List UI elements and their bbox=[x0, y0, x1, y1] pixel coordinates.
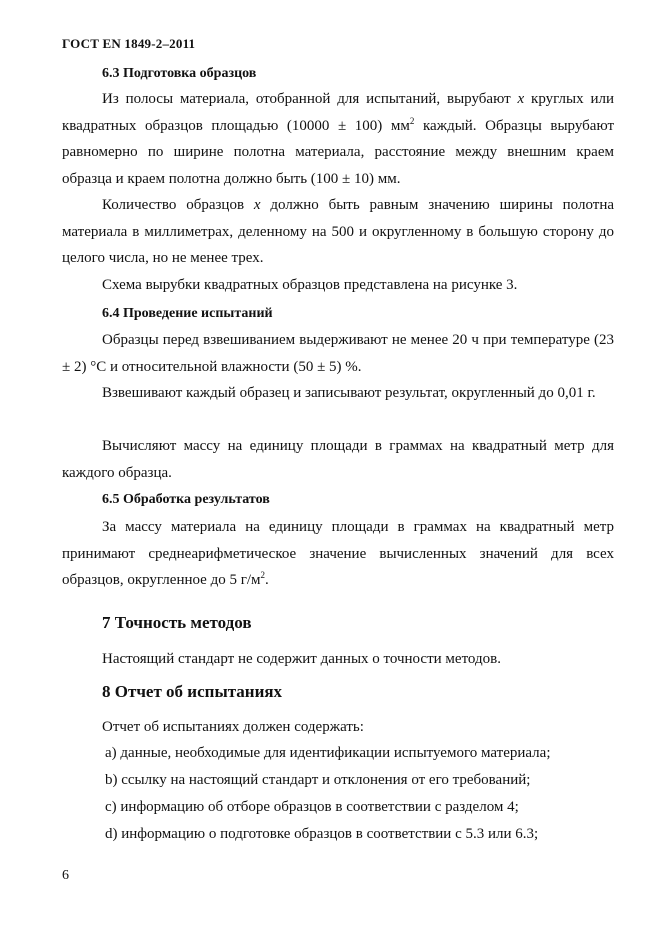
section-7-paragraph-1: Настоящий стандарт не содержит данных о точности методов. bbox=[102, 651, 501, 667]
document-code-header: ГОСТ EN 1849-2–2011 bbox=[62, 36, 196, 51]
list-item: a) данные, необходимые для идентификации испытуемого материала; bbox=[105, 745, 551, 761]
section-6-5-paragraph-1: За массу материала на единицу площади в граммах на квадратный метр принимают среднеарифметическое значение вычисленных значений для всех образцов, округленное до 5 $г/м^2$. bbox=[62, 519, 614, 588]
section-6-3-title: 6.3 Подготовка образцов bbox=[102, 66, 257, 81]
section-8-intro: Отчет об испытаниях должен содержать: bbox=[102, 719, 364, 735]
list-item: b) ссылку на настоящий стандарт и отклонения от его требований; bbox=[105, 772, 531, 788]
section-6-4-paragraph-1: Образцы перед взвешиванием выдерживают не менее 20 ч при температуре (23 ± 2) °С и относительной влажности (50 ± 5) %. bbox=[62, 332, 614, 375]
section-6-4-paragraph-3: Вычисляют массу на единицу площади в граммах на квадратный метр для каждого образца. bbox=[62, 438, 614, 481]
section-6-4-title: 6.4 Проведение испытаний bbox=[102, 306, 273, 321]
section-6-3-paragraph-1: Из полосы материала, отобранной для испытаний, вырубают x круглых или квадратных образцов площадью (10000 ± 100) $мм^2$ каждый. Образцы вырубают равномерно по ширине полотна материала, расстояние между внешним краем образца и краем полотна должно быть (100 ± 10) мм. bbox=[62, 91, 615, 187]
list-item: c) информацию об отборе образцов в соответствии с разделом 4; bbox=[105, 799, 519, 815]
section-6-3-paragraph-2: Количество образцов x должно быть равным значению ширины полотна материала в миллиметрах, деленному на 500 и округленному в большую сторону до целого числа, но не менее трех. bbox=[62, 197, 615, 266]
section-8-title: 8 Отчет об испытаниях bbox=[102, 682, 283, 701]
section-6-4-paragraph-2: Взвешивают каждый образец и записывают результат, округленный до 0,01 г. bbox=[102, 385, 596, 401]
page-number: 6 bbox=[62, 868, 69, 883]
list-item: d) информацию о подготовке образцов в соответствии с 5.3 или 6.3; bbox=[105, 826, 539, 842]
section-6-3-paragraph-3: Схема вырубки квадратных образцов представлена на рисунке 3. bbox=[102, 277, 518, 293]
section-7-title: 7 Точность методов bbox=[102, 613, 252, 632]
section-6-5-title: 6.5 Обработка результатов bbox=[102, 492, 270, 507]
